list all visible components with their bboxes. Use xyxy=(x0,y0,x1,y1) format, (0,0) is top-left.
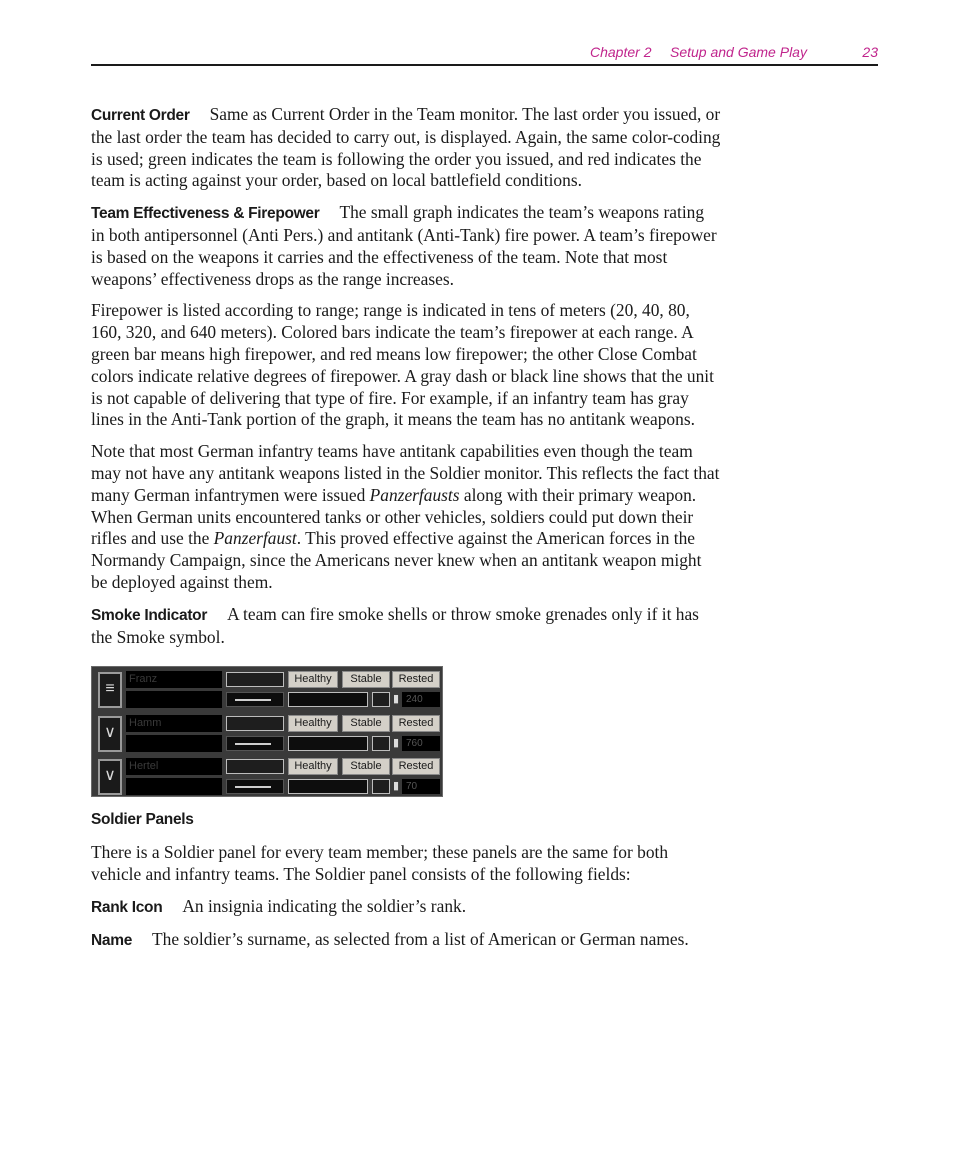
range-field: 70 xyxy=(402,779,440,794)
range-field: 760 xyxy=(402,736,440,751)
soldier-panel-row xyxy=(92,668,442,711)
german-antitank-paragraph xyxy=(91,441,721,594)
soldier-name: Hamm xyxy=(126,715,222,732)
current-order-text: Same as Current Order in the Team monitor. The last order you issued, or the last order the team has decided to carry out, is displayed. Again, the same color-coding is used; green indicates the team is following the order you issued, and red indicates the team is acting against your order, based on local battlefield conditions. xyxy=(91,104,721,191)
rank-insignia-icon: ∨ xyxy=(98,716,122,752)
soldier-panel-row xyxy=(92,755,442,798)
header-section: Setup and Game Play xyxy=(670,44,807,60)
ammo-count-field xyxy=(372,736,390,751)
smoke-indicator-term: Smoke Indicator xyxy=(91,606,208,624)
health-status: Healthy xyxy=(288,715,338,732)
soldier-name: Hertel xyxy=(126,758,222,775)
weapon-name-field xyxy=(226,759,284,774)
german-para-part3: . This proved effective against the American forces in the Normandy Campaign, since the Americans never knew when an antitank weapon might be deployed against them. xyxy=(91,528,702,592)
rifle-icon xyxy=(226,779,284,794)
team-effectiveness-paragraph xyxy=(91,202,721,290)
name-paragraph xyxy=(91,929,721,952)
health-status: Healthy xyxy=(288,758,338,775)
soldier-role-field xyxy=(126,778,222,795)
range-field: 240 xyxy=(402,692,440,707)
rank-icon-paragraph xyxy=(91,896,721,919)
german-para-part1: Note that most German infantry teams have antitank capabilities even though the team may not have any antitank weapons listed in the Soldier monitor. This reflects the fact that many German infantrymen were issued xyxy=(91,441,720,505)
ammo-clip-icon: ▮ xyxy=(392,693,400,706)
soldier-name: Franz xyxy=(126,671,222,688)
ammo-field xyxy=(288,779,368,794)
german-para-part2: along with their primary weapon. When German units encountered tanks or other vehicles, soldiers could put down their rifles and use the xyxy=(91,484,697,549)
fatigue-status: Rested xyxy=(392,715,440,732)
page-body xyxy=(91,104,721,961)
running-header xyxy=(91,44,878,66)
team-effectiveness-text: The small graph indicates the team’s weapons rating in both antipersonnel (Anti Pers.) and antitank (Anti-Tank) fire power. A team’s firepower is based on the weapons it carries and the effectiveness of the team. Note that most weapons’ effectiveness drops as the range increases. xyxy=(91,202,717,289)
german-para-italic1: Panzerfausts xyxy=(369,484,460,505)
firepower-paragraph: Firepower is listed according to range; range is indicated in tens of meters (20, 40, 80, 160, 320, and 640 meters). Colored bars indicate the team’s firepower at each range. A green bar means high firepower, and red means low firepower; the other Close Combat colors indicate relative degrees of firepower. A gray dash or black line shows that the unit is not capable of delivering that type of fire. For example, if an infantry team has gray lines in the Anti-Tank portion of the graph, it means the team has no antitank weapons. xyxy=(91,300,714,430)
soldier-panels-paragraph: There is a Soldier panel for every team member; these panels are the same for both vehicle and infantry teams. The Soldier panel consists of the following fields: xyxy=(91,842,669,884)
team-effectiveness-term: Team Effectiveness & Firepower xyxy=(91,205,320,223)
ammo-field xyxy=(288,692,368,707)
soldier-panel-row xyxy=(92,712,442,755)
rank-icon-term: Rank Icon xyxy=(91,898,163,916)
weapon-name-field xyxy=(226,672,284,687)
rank-icon-text: An insignia indicating the soldier’s rank. xyxy=(182,895,467,916)
smoke-indicator-paragraph xyxy=(91,604,721,649)
rifle-icon xyxy=(226,736,284,751)
morale-status: Stable xyxy=(342,758,390,775)
current-order-paragraph xyxy=(91,104,721,192)
ammo-clip-icon: ▮ xyxy=(392,737,400,750)
ammo-field xyxy=(288,736,368,751)
soldier-role-field xyxy=(126,691,222,708)
health-status: Healthy xyxy=(288,671,338,688)
name-text: The soldier’s surname, as selected from a list of American or German names. xyxy=(152,928,689,949)
german-para-italic2: Panzerfaust xyxy=(213,528,297,549)
fatigue-status: Rested xyxy=(392,671,440,688)
fatigue-status: Rested xyxy=(392,758,440,775)
ammo-count-field xyxy=(372,692,390,707)
soldier-role-field xyxy=(126,735,222,752)
morale-status: Stable xyxy=(342,671,390,688)
current-order-term: Current Order xyxy=(91,107,190,124)
rank-insignia-icon: ∨ xyxy=(98,759,122,795)
page-number: 23 xyxy=(862,44,878,60)
smoke-indicator-text: A team can fire smoke shells or throw smoke grenades only if it has the Smoke symbol. xyxy=(91,603,699,647)
soldier-panels-screenshot xyxy=(91,666,443,797)
rank-insignia-icon: ≡ xyxy=(98,672,122,708)
morale-status: Stable xyxy=(342,715,390,732)
ammo-count-field xyxy=(372,779,390,794)
ammo-clip-icon: ▮ xyxy=(392,780,400,793)
name-term: Name xyxy=(91,931,133,949)
weapon-name-field xyxy=(226,716,284,731)
header-chapter: Chapter 2 xyxy=(590,44,652,60)
rifle-icon xyxy=(226,692,284,707)
soldier-panels-heading: Soldier Panels xyxy=(91,811,194,829)
